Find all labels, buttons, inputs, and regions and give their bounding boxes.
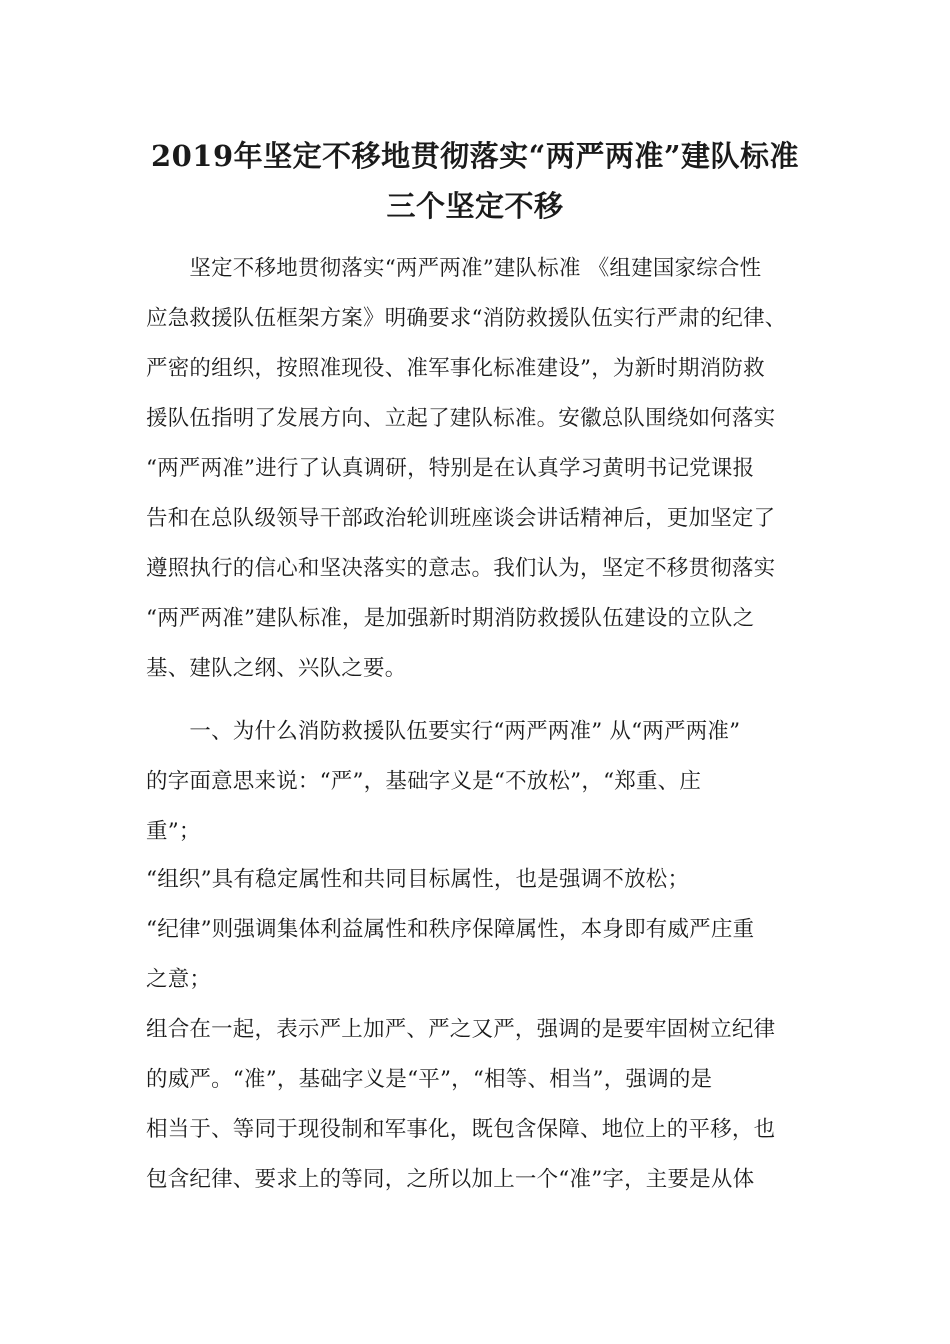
body-line: 之意； <box>146 967 212 992</box>
body-line: 坚定不移地贯彻落实“两严两准”建队标准 《组建国家综合性 <box>146 256 762 281</box>
body-line: “组织”具有稳定属性和共同目标属性，也是强调不放松； <box>146 867 690 892</box>
body-line: 基、建队之纲、兴队之要。 <box>146 656 407 681</box>
body-line: “纪律”则强调集体利益属性和秩序保障属性，本身即有威严庄重 <box>146 917 755 942</box>
body-line: 严密的组织，按照准现役、准军事化标准建设”，为新时期消防救 <box>146 356 765 381</box>
document-title-line-1: 2019年坚定不移地贯彻落实“两严两准”建队标准 <box>150 139 800 173</box>
body-line: 应急救援队伍框架方案》明确要求“消防救援队伍实行严肃的纪律、 <box>146 306 787 331</box>
body-line: 告和在总队级领导干部政治轮训班座谈会讲话精神后，更加坚定了 <box>146 506 776 531</box>
body-line: 的威严。“准”，基础字义是“平”，“相等、相当”，强调的是 <box>146 1067 713 1092</box>
document-title-line-2: 三个坚定不移 <box>386 189 564 223</box>
body-line: 组合在一起，表示严上加严、严之又严，强调的是要牢固树立纪律 <box>146 1017 776 1042</box>
body-line: 遵照执行的信心和坚决落实的意志。我们认为，坚定不移贯彻落实 <box>146 556 776 581</box>
body-line: 包含纪律、要求上的等同，之所以加上一个“准”字，主要是从体 <box>146 1167 755 1192</box>
body-line: “两严两准”建队标准，是加强新时期消防救援队伍建设的立队之 <box>146 606 755 631</box>
body-line: 一、为什么消防救援队伍要实行“两严两准” 从“两严两准” <box>146 719 741 744</box>
body-line: 援队伍指明了发展方向、立起了建队标准。安徽总队围绕如何落实 <box>146 406 776 431</box>
body-line: 的字面意思来说：“严”，基础字义是“不放松”，“郑重、庄 <box>146 769 702 794</box>
body-line: “两严两准”进行了认真调研，特别是在认真学习黄明书记党课报 <box>146 456 755 481</box>
body-line: 重”； <box>146 819 201 844</box>
body-line: 相当于、等同于现役制和军事化，既包含保障、地位上的平移，也 <box>146 1117 776 1142</box>
